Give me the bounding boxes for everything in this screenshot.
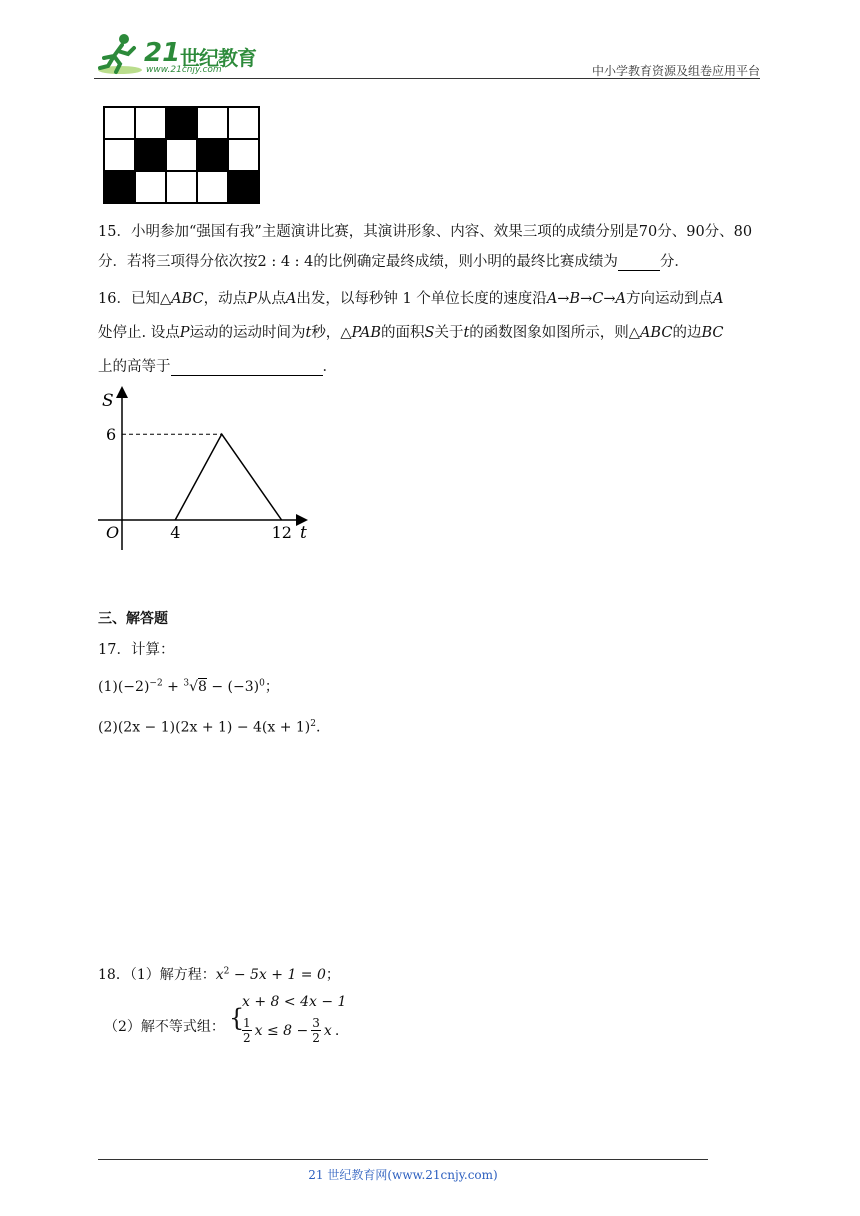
q16-var-p: P	[179, 325, 190, 341]
grid-cell-white	[197, 171, 228, 203]
grid-cell-white	[166, 171, 197, 203]
q16-tri-abc: △ABC	[628, 325, 673, 341]
q15-line1: 15．小明参加“强国有我”主题演讲比赛，其演讲形象、内容、效果三项的成绩分别是70分、90分、80	[98, 224, 753, 240]
q17-p2-end: .	[316, 719, 321, 736]
x-tick-label: 4	[170, 523, 181, 542]
q15-line2	[98, 250, 689, 271]
grid-cell-black	[104, 171, 135, 203]
header-divider	[94, 78, 760, 79]
q18-part2-label: （2）解不等式组：	[104, 1019, 225, 1035]
series-line	[175, 434, 281, 520]
q17-p2-num: (2)	[98, 719, 118, 736]
grid-cell-white	[135, 107, 166, 139]
logo-name: 世纪教育	[180, 46, 256, 70]
q17-p1-root-index: 3	[183, 678, 190, 689]
page-header	[94, 32, 760, 78]
q16-text: 16．已知	[98, 291, 160, 307]
q16-area-function-graph	[96, 384, 326, 554]
q16-text: 的边	[672, 325, 702, 341]
q18-p1-label: 18．（1）解方程：	[98, 967, 216, 983]
q16-tri-abc: △ABC	[159, 291, 204, 307]
grid-row	[104, 171, 259, 203]
q17-p1-end: ；	[264, 679, 279, 695]
q17-p1-plus: +	[167, 679, 179, 695]
q17-p1-base1: (−2)	[117, 679, 150, 695]
x-axis-label: t	[300, 523, 307, 543]
q15-answer-blank[interactable]	[618, 254, 660, 271]
grid-cell-white	[104, 139, 135, 171]
q18-ineq1	[242, 994, 346, 1010]
grid-cell-white	[197, 107, 228, 139]
q16-text: 出发，以每秒钟 1 个单位长度的速度沿	[296, 291, 547, 307]
logo-url: www.21cnjy.com	[146, 65, 222, 75]
origin-label: O	[106, 523, 120, 542]
q16-text: 处停止. 设点	[98, 325, 180, 341]
q16-text: 方向运动到点	[625, 291, 713, 307]
q18-frac1	[242, 1016, 252, 1045]
q16-var-bc: BC	[701, 325, 724, 341]
q16-var-s: S	[424, 325, 435, 341]
q17-p1-minus: −	[211, 679, 224, 695]
q18-p1-x: x	[215, 967, 224, 983]
q15-text-c: 分．	[659, 254, 689, 270]
q16-var-a: A	[712, 291, 724, 307]
q18-frac2	[311, 1016, 321, 1045]
q18-ineq1-text: x + 8 < 4x − 1	[242, 994, 347, 1010]
q17-p1-exp1: −2	[149, 678, 163, 689]
grid-cell-black	[228, 171, 259, 203]
grid-cell-white	[166, 139, 197, 171]
q17-part2	[98, 719, 320, 736]
q16-path: A→B→C→A	[546, 291, 626, 307]
q17-p1-num: (1)	[98, 679, 118, 695]
grid-cell-white	[228, 139, 259, 171]
grid-cell-white	[228, 107, 259, 139]
logo-number: 21	[144, 38, 181, 68]
q16-text: 从点	[256, 291, 286, 307]
q18-p1-end: ；	[325, 967, 340, 983]
x-tick-label: 12	[271, 523, 292, 542]
q18-frac1-den: 2	[243, 1031, 251, 1045]
q16-line1	[98, 287, 723, 308]
grid-cell-white	[135, 171, 166, 203]
header-tagline: 中小学教育资源及组卷应用平台	[591, 64, 760, 78]
q16-text: ，动点	[203, 291, 248, 307]
q17-p1-exp2: 0	[259, 678, 265, 689]
q18-ineq2-end: x	[323, 1022, 332, 1039]
q16-text: 运动的运动时间为	[189, 325, 306, 341]
y-axis-label: S	[102, 391, 114, 411]
q17-p1-radicand: 8	[197, 679, 207, 695]
q18-p2-end: .	[334, 1022, 340, 1039]
q18-brace: {	[229, 1004, 245, 1032]
q17-p1-base2: (−3)	[227, 679, 260, 695]
checker-grid-figure	[103, 106, 260, 204]
q16-line2	[98, 321, 723, 342]
q18-frac1-num: 1	[243, 1016, 251, 1030]
q17-p2-exp: 2	[310, 719, 317, 729]
q16-text: 秒，	[311, 325, 341, 341]
q16-text: 上的高等于	[98, 359, 171, 375]
q18-part1	[98, 964, 340, 984]
q16-text: 关于	[434, 325, 464, 341]
logo	[94, 32, 264, 78]
q18-frac2-den: 2	[312, 1031, 320, 1045]
q16-text: 的函数图象如图所示，则	[469, 325, 629, 341]
grid-cell-black	[166, 107, 197, 139]
q17-p2-expr: (2x − 1)(2x + 1) − 4(x + 1)	[117, 719, 311, 736]
grid-row	[104, 139, 259, 171]
q16-text: ．	[322, 359, 337, 375]
q17-title: 17．计算：	[98, 642, 175, 658]
q17-part1: $(1)(-2)^{-2} + ^3√8 - (-3)^0$；	[98, 678, 279, 695]
grid-cell-black	[135, 139, 166, 171]
runner-logo-icon	[94, 32, 144, 76]
section-title: 三、解答题	[98, 611, 168, 627]
grid-cell-black	[197, 139, 228, 171]
q16-line3	[98, 355, 337, 376]
q16-var-t: t	[305, 325, 312, 341]
q15-text-b: 的比例确定最终成绩，则小明的最终比赛成绩为	[313, 254, 618, 270]
q16-var-a: A	[285, 291, 297, 307]
q15-text-a: 分．若将三项得分依次按	[98, 254, 258, 270]
q18-ineq2-mid: x ≤ 8 −	[254, 1022, 309, 1039]
grid-row	[104, 107, 259, 139]
grid-cell-white	[104, 107, 135, 139]
q16-answer-blank[interactable]	[171, 359, 323, 376]
q16-tri-pab: △PAB	[340, 325, 382, 341]
q18-p1-rest: − 5x + 1 = 0	[229, 967, 326, 983]
q18-ineq2	[242, 1016, 339, 1045]
q16-var-p: P	[247, 291, 257, 307]
q16-text: 的面积	[381, 325, 425, 341]
q16-var-t: t	[463, 325, 470, 341]
q15-ratio: 2 : 4 : 4	[257, 254, 314, 270]
q18-p1-exp: 2	[223, 966, 230, 977]
footer-link[interactable]: 21 世纪教育网(www.21cnjy.com)	[308, 1168, 498, 1182]
y-tick-label: 6	[106, 425, 117, 445]
footer-divider	[98, 1159, 708, 1160]
q18-frac2-num: 3	[312, 1016, 320, 1030]
